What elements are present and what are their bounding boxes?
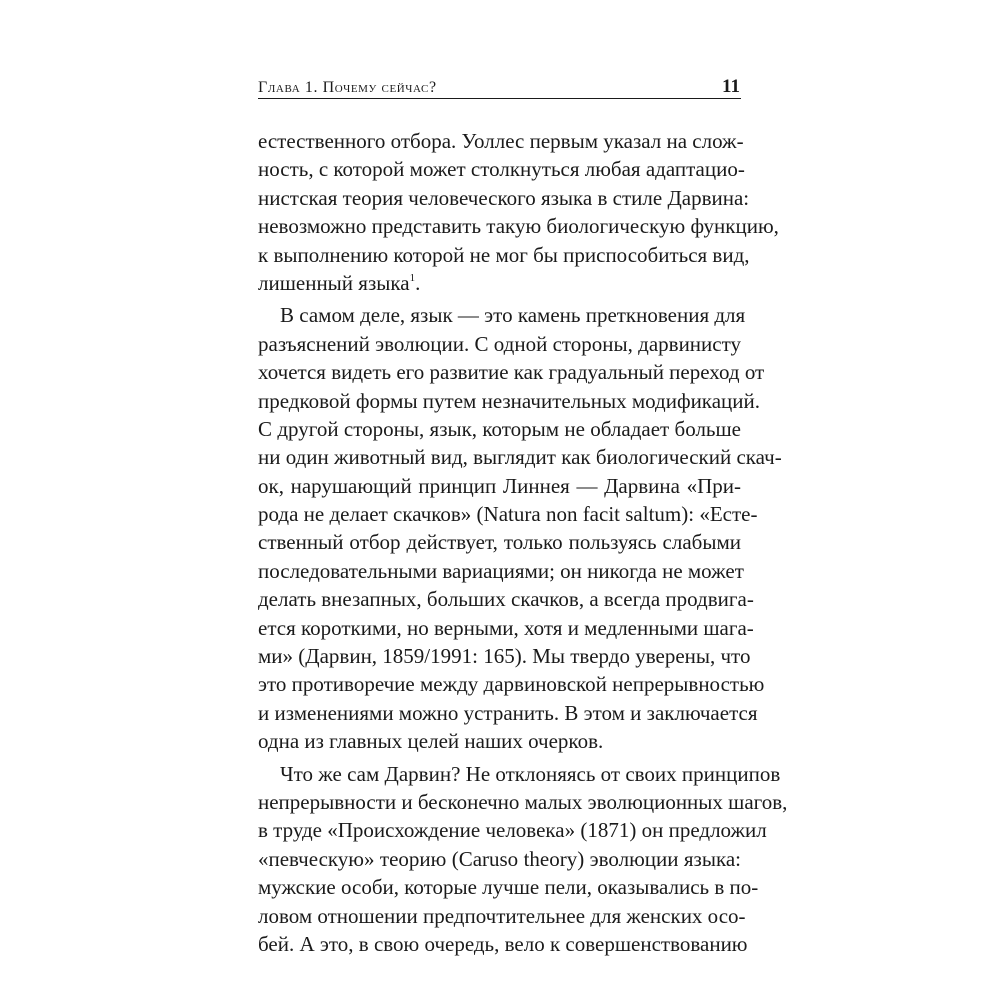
text-line: это противоречие между дарвиновской непрерывностью xyxy=(258,672,765,697)
text-line: ность, с которой может столкнуться любая адаптацио- xyxy=(258,157,745,182)
running-head xyxy=(258,76,740,98)
text-line: мужские особи, которые лучше пели, оказывались в по- xyxy=(258,875,759,900)
text-line: последовательными вариациями; он никогда не может xyxy=(258,558,744,583)
text-line xyxy=(258,269,741,297)
text-line: хочется видеть его развитие как градуальный переход от xyxy=(258,360,765,385)
text-line: в труде «Происхождение человека» (1871) он предложил xyxy=(258,818,767,843)
header-rule xyxy=(258,98,741,99)
text-line: естественного отбора. Уоллес первым указал на слож- xyxy=(258,129,744,153)
body-text xyxy=(258,127,788,958)
text-line: Что же сам Дарвин? Не отклоняясь от своих принципов xyxy=(280,761,781,786)
text-line: «певческую» теорию (Caruso theory) эволюции языка: xyxy=(258,846,741,871)
text-fragment: лишенный языка xyxy=(258,270,410,295)
text-line: предковой формы путем незначительных модификаций. xyxy=(258,388,760,413)
text-line: ни один животный вид, выглядит как биологический скач- xyxy=(258,445,782,470)
chapter-title: Глава 1. Почему сейчас? xyxy=(258,79,437,96)
text-line: нистская теория человеческого языка в стиле Дарвина: xyxy=(258,185,750,210)
text-line: ловом отношении предпочтительнее для женских осо- xyxy=(258,903,746,928)
text-line: непрерывности и бесконечно малых эволюционных шагов, xyxy=(258,789,788,814)
text-line: ственный отбор действует, только пользуясь слабыми xyxy=(258,530,741,555)
footnote-reference[interactable]: 1 xyxy=(409,271,416,284)
text-line: рода не делает скачков» (Natura non facit saltum): «Есте- xyxy=(258,502,758,527)
text-line: бей. А это, в свою очередь, вело к совершенствованию xyxy=(258,931,748,956)
text-line: невозможно представить такую биологическую функцию, xyxy=(258,214,779,239)
text-line: к выполнению которой не мог бы приспособиться вид, xyxy=(258,242,750,267)
text-line: разъяснений эволюции. С одной стороны, дарвинисту xyxy=(258,331,741,356)
text-line: и изменениями можно устранить. В этом и заключается xyxy=(258,700,758,725)
text-line: делать внезапных, больших скачков, а всегда продвига- xyxy=(258,587,754,612)
text-line: С другой стороны, язык, которым не обладает больше xyxy=(258,416,741,441)
text-line: ок, нарушающий принцип Линнея — Дарвина «При- xyxy=(258,473,741,498)
page-number: 11 xyxy=(722,76,740,97)
text-line: ется короткими, но верными, хотя и медленными шага- xyxy=(258,615,754,640)
text-fragment: . xyxy=(415,270,421,295)
text-line: ми» (Дарвин, 1859/1991: 165). Мы твердо уверены, что xyxy=(258,644,751,669)
text-line: одна из главных целей наших очерков. xyxy=(258,729,604,754)
text-line: В самом деле, язык — это камень преткновения для xyxy=(280,303,746,328)
